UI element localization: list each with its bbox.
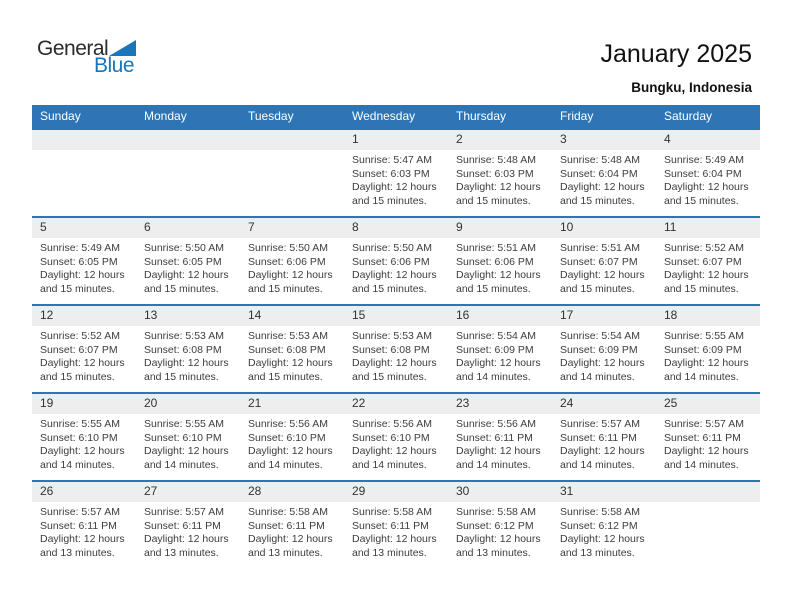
day-sunrise-text: Sunrise: 5:53 AM: [352, 330, 432, 342]
calendar-week-row: [32, 129, 760, 217]
calendar-day-cell: [656, 129, 760, 217]
day-sunset-text: Sunset: 6:03 PM: [456, 167, 534, 180]
day-cell-body: [552, 502, 656, 560]
day-sunrise-text: Sunrise: 5:50 AM: [144, 242, 224, 254]
day-number-band: [136, 394, 240, 414]
day-cell-body: [240, 414, 344, 472]
day-daylight1-text: Daylight: 12 hours: [352, 181, 437, 193]
day-sunrise-text: Sunrise: 5:51 AM: [560, 242, 640, 254]
day-cell-body: [136, 326, 240, 384]
day-sunrise-text: Sunrise: 5:58 AM: [248, 506, 328, 518]
title-block: [600, 40, 752, 95]
day-number-band: [240, 482, 344, 502]
calendar-day-cell: [344, 129, 448, 217]
day-daylight1-text: Daylight: 12 hours: [248, 357, 333, 369]
day-daylight1-text: Daylight: 12 hours: [560, 533, 645, 545]
day-sunset-text: Sunset: 6:07 PM: [664, 255, 742, 268]
day-number: 17: [560, 308, 574, 322]
day-daylight1-text: Daylight: 12 hours: [248, 269, 333, 281]
day-sunrise-text: Sunrise: 5:55 AM: [144, 418, 224, 430]
day-sunrise-text: Sunrise: 5:47 AM: [352, 154, 432, 166]
day-sunrise-text: Sunrise: 5:53 AM: [144, 330, 224, 342]
calendar-day-cell: [136, 393, 240, 481]
day-sunset-text: Sunset: 6:10 PM: [352, 431, 430, 444]
day-daylight2-text: and 15 minutes.: [456, 194, 531, 207]
day-daylight1-text: Daylight: 12 hours: [144, 533, 229, 545]
day-number-band: [344, 482, 448, 502]
day-sunset-text: Sunset: 6:07 PM: [40, 343, 118, 356]
day-daylight1-text: Daylight: 12 hours: [40, 533, 125, 545]
day-daylight2-text: and 15 minutes.: [352, 370, 427, 383]
day-daylight1-text: Daylight: 12 hours: [456, 533, 541, 545]
day-number: 24: [560, 396, 574, 410]
day-number: 12: [40, 308, 54, 322]
day-sunset-text: Sunset: 6:12 PM: [560, 519, 638, 532]
day-cell-body: [552, 238, 656, 296]
weekday-header-saturday: Saturday: [656, 105, 760, 129]
day-sunset-text: Sunset: 6:11 PM: [456, 431, 533, 444]
day-number: 9: [456, 220, 463, 234]
day-number-band: [344, 130, 448, 150]
day-number-band: [32, 130, 136, 150]
calendar-empty-cell: [240, 129, 344, 217]
day-number-band: [552, 218, 656, 238]
day-number-band: [240, 394, 344, 414]
calendar-day-cell: [552, 217, 656, 305]
day-daylight2-text: and 15 minutes.: [664, 282, 739, 295]
day-number-band: [552, 394, 656, 414]
day-number: 30: [456, 484, 470, 498]
day-daylight1-text: Daylight: 12 hours: [664, 269, 749, 281]
day-daylight1-text: Daylight: 12 hours: [560, 357, 645, 369]
day-number-band: [240, 130, 344, 150]
calendar-day-cell: [136, 481, 240, 569]
calendar-week-row: [32, 217, 760, 305]
day-sunrise-text: Sunrise: 5:58 AM: [560, 506, 640, 518]
calendar-day-cell: [344, 217, 448, 305]
day-sunrise-text: Sunrise: 5:52 AM: [40, 330, 120, 342]
day-number-band: [552, 306, 656, 326]
day-sunset-text: Sunset: 6:08 PM: [248, 343, 326, 356]
day-daylight1-text: Daylight: 12 hours: [40, 445, 125, 457]
day-cell-body: [32, 326, 136, 384]
day-daylight1-text: Daylight: 12 hours: [456, 269, 541, 281]
day-number-band: [344, 218, 448, 238]
calendar-week-row: [32, 393, 760, 481]
day-number-band: [552, 482, 656, 502]
day-cell-body: [344, 326, 448, 384]
day-daylight2-text: and 14 minutes.: [560, 458, 635, 471]
weekday-header-thursday: Thursday: [448, 105, 552, 129]
day-daylight2-text: and 13 minutes.: [352, 546, 427, 559]
day-cell-body: [448, 502, 552, 560]
weekday-header-friday: Friday: [552, 105, 656, 129]
day-number-band: [32, 218, 136, 238]
day-number: 3: [560, 132, 567, 146]
day-number: 25: [664, 396, 678, 410]
day-sunset-text: Sunset: 6:10 PM: [40, 431, 118, 444]
day-sunrise-text: Sunrise: 5:58 AM: [456, 506, 536, 518]
day-number: 10: [560, 220, 574, 234]
day-number-band: [32, 394, 136, 414]
day-number: 5: [40, 220, 47, 234]
day-cell-body: [240, 238, 344, 296]
day-number-band: [656, 394, 760, 414]
day-sunset-text: Sunset: 6:05 PM: [40, 255, 118, 268]
day-daylight2-text: and 15 minutes.: [560, 282, 635, 295]
day-number: 31: [560, 484, 574, 498]
day-cell-body: [656, 414, 760, 472]
calendar-day-cell: [448, 217, 552, 305]
day-sunset-text: Sunset: 6:09 PM: [560, 343, 638, 356]
day-daylight1-text: Daylight: 12 hours: [456, 181, 541, 193]
calendar-day-cell: [32, 393, 136, 481]
day-daylight1-text: Daylight: 12 hours: [352, 269, 437, 281]
calendar-day-cell: [240, 305, 344, 393]
month-title: January 2025: [600, 40, 752, 68]
calendar-day-cell: [240, 393, 344, 481]
calendar-day-cell: [656, 393, 760, 481]
weekday-header-wednesday: Wednesday: [344, 105, 448, 129]
day-sunset-text: Sunset: 6:06 PM: [352, 255, 430, 268]
day-number-band: [656, 306, 760, 326]
day-daylight1-text: Daylight: 12 hours: [352, 445, 437, 457]
calendar-empty-cell: [136, 129, 240, 217]
day-sunrise-text: Sunrise: 5:48 AM: [456, 154, 536, 166]
day-daylight2-text: and 15 minutes.: [40, 370, 115, 383]
calendar-day-cell: [136, 217, 240, 305]
weekday-header-monday: Monday: [136, 105, 240, 129]
day-cell-body: [656, 238, 760, 296]
day-daylight1-text: Daylight: 12 hours: [560, 269, 645, 281]
day-number: 21: [248, 396, 262, 410]
day-number: 6: [144, 220, 151, 234]
calendar-day-cell: [448, 393, 552, 481]
day-daylight2-text: and 14 minutes.: [664, 370, 739, 383]
day-sunrise-text: Sunrise: 5:50 AM: [248, 242, 328, 254]
day-daylight2-text: and 15 minutes.: [248, 282, 323, 295]
calendar-day-cell: [552, 129, 656, 217]
day-daylight1-text: Daylight: 12 hours: [664, 181, 749, 193]
day-sunset-text: Sunset: 6:05 PM: [144, 255, 222, 268]
day-daylight2-text: and 15 minutes.: [352, 194, 427, 207]
day-number: 29: [352, 484, 366, 498]
day-daylight2-text: and 15 minutes.: [352, 282, 427, 295]
day-sunrise-text: Sunrise: 5:48 AM: [560, 154, 640, 166]
calendar-day-cell: [552, 305, 656, 393]
day-daylight2-text: and 15 minutes.: [248, 370, 323, 383]
calendar-day-cell: [344, 305, 448, 393]
day-cell-body: [240, 326, 344, 384]
calendar-day-cell: [448, 481, 552, 569]
day-number-band: [136, 306, 240, 326]
day-number-band: [32, 482, 136, 502]
day-number: 27: [144, 484, 158, 498]
day-daylight2-text: and 13 minutes.: [456, 546, 531, 559]
day-number: 19: [40, 396, 54, 410]
day-number-band: [448, 218, 552, 238]
day-daylight2-text: and 15 minutes.: [144, 282, 219, 295]
day-daylight2-text: and 15 minutes.: [144, 370, 219, 383]
day-sunrise-text: Sunrise: 5:56 AM: [456, 418, 536, 430]
day-daylight2-text: and 15 minutes.: [664, 194, 739, 207]
calendar-day-cell: [344, 481, 448, 569]
day-sunrise-text: Sunrise: 5:52 AM: [664, 242, 744, 254]
day-number-band: [448, 130, 552, 150]
day-sunset-text: Sunset: 6:11 PM: [40, 519, 117, 532]
day-daylight1-text: Daylight: 12 hours: [40, 269, 125, 281]
day-cell-body: [448, 238, 552, 296]
day-number-band: [656, 130, 760, 150]
calendar-day-cell: [32, 305, 136, 393]
day-sunrise-text: Sunrise: 5:54 AM: [560, 330, 640, 342]
calendar-day-cell: [344, 393, 448, 481]
day-sunset-text: Sunset: 6:10 PM: [248, 431, 326, 444]
day-sunrise-text: Sunrise: 5:55 AM: [40, 418, 120, 430]
day-cell-body: [136, 414, 240, 472]
calendar-day-cell: [32, 481, 136, 569]
location-subtitle: Bungku, Indonesia: [631, 80, 752, 95]
day-sunset-text: Sunset: 6:12 PM: [456, 519, 534, 532]
day-number-band: [448, 394, 552, 414]
day-cell-body: [344, 414, 448, 472]
day-number-band: [656, 482, 760, 502]
calendar-day-cell: [136, 305, 240, 393]
day-sunrise-text: Sunrise: 5:57 AM: [560, 418, 640, 430]
day-daylight1-text: Daylight: 12 hours: [560, 181, 645, 193]
day-daylight2-text: and 13 minutes.: [40, 546, 115, 559]
day-sunset-text: Sunset: 6:06 PM: [248, 255, 326, 268]
calendar-day-cell: [656, 305, 760, 393]
day-number: 11: [664, 220, 677, 234]
day-cell-body: [552, 326, 656, 384]
calendar-day-cell: [240, 217, 344, 305]
logo-text-general: General: [37, 37, 109, 60]
calendar-table: [32, 105, 760, 569]
day-daylight2-text: and 14 minutes.: [560, 370, 635, 383]
day-cell-body: [136, 502, 240, 560]
calendar-day-cell: [448, 305, 552, 393]
day-daylight1-text: Daylight: 12 hours: [144, 445, 229, 457]
day-daylight2-text: and 14 minutes.: [456, 370, 531, 383]
day-number: 22: [352, 396, 366, 410]
day-daylight2-text: and 14 minutes.: [456, 458, 531, 471]
calendar-day-cell: [552, 481, 656, 569]
day-sunset-text: Sunset: 6:03 PM: [352, 167, 430, 180]
day-cell-body: [552, 414, 656, 472]
calendar-week-row: [32, 305, 760, 393]
day-sunrise-text: Sunrise: 5:50 AM: [352, 242, 432, 254]
day-number-band: [448, 482, 552, 502]
day-daylight1-text: Daylight: 12 hours: [456, 445, 541, 457]
day-cell-body: [32, 414, 136, 472]
day-number-band: [344, 394, 448, 414]
day-daylight2-text: and 13 minutes.: [144, 546, 219, 559]
day-number: 26: [40, 484, 54, 498]
day-number: 13: [144, 308, 158, 322]
day-daylight2-text: and 14 minutes.: [664, 458, 739, 471]
day-sunset-text: Sunset: 6:11 PM: [560, 431, 637, 444]
day-sunrise-text: Sunrise: 5:56 AM: [352, 418, 432, 430]
day-number-band: [344, 306, 448, 326]
day-daylight1-text: Daylight: 12 hours: [40, 357, 125, 369]
calendar-week-row: [32, 481, 760, 569]
day-cell-body: [448, 326, 552, 384]
day-sunset-text: Sunset: 6:10 PM: [144, 431, 222, 444]
day-number: 8: [352, 220, 359, 234]
calendar-day-cell: [448, 129, 552, 217]
logo-text-blue: Blue: [94, 54, 135, 77]
day-sunrise-text: Sunrise: 5:56 AM: [248, 418, 328, 430]
day-daylight2-text: and 14 minutes.: [352, 458, 427, 471]
day-number: 15: [352, 308, 366, 322]
day-cell-body: [552, 150, 656, 208]
day-sunset-text: Sunset: 6:09 PM: [664, 343, 742, 356]
day-number: 2: [456, 132, 463, 146]
day-daylight1-text: Daylight: 12 hours: [456, 357, 541, 369]
day-sunset-text: Sunset: 6:08 PM: [352, 343, 430, 356]
day-sunrise-text: Sunrise: 5:54 AM: [456, 330, 536, 342]
day-number-band: [240, 218, 344, 238]
calendar-day-cell: [656, 217, 760, 305]
day-number: 28: [248, 484, 262, 498]
day-number: 1: [352, 132, 359, 146]
day-sunrise-text: Sunrise: 5:51 AM: [456, 242, 536, 254]
day-sunrise-text: Sunrise: 5:49 AM: [664, 154, 744, 166]
day-sunrise-text: Sunrise: 5:53 AM: [248, 330, 328, 342]
day-daylight1-text: Daylight: 12 hours: [144, 269, 229, 281]
day-cell-body: [656, 326, 760, 384]
day-cell-body: [448, 414, 552, 472]
day-number: 20: [144, 396, 158, 410]
day-daylight2-text: and 14 minutes.: [40, 458, 115, 471]
day-daylight2-text: and 15 minutes.: [456, 282, 531, 295]
day-cell-body: [240, 502, 344, 560]
day-sunset-text: Sunset: 6:11 PM: [248, 519, 325, 532]
day-daylight1-text: Daylight: 12 hours: [664, 357, 749, 369]
day-cell-body: [136, 238, 240, 296]
day-daylight2-text: and 15 minutes.: [560, 194, 635, 207]
day-sunset-text: Sunset: 6:11 PM: [352, 519, 429, 532]
day-sunrise-text: Sunrise: 5:58 AM: [352, 506, 432, 518]
day-sunset-text: Sunset: 6:11 PM: [144, 519, 221, 532]
day-cell-body: [448, 150, 552, 208]
calendar-day-cell: [552, 393, 656, 481]
day-daylight2-text: and 13 minutes.: [248, 546, 323, 559]
day-cell-body: [344, 238, 448, 296]
day-cell-body: [656, 150, 760, 208]
day-sunset-text: Sunset: 6:11 PM: [664, 431, 741, 444]
day-number: 23: [456, 396, 470, 410]
weekday-header-tuesday: Tuesday: [240, 105, 344, 129]
day-number: 7: [248, 220, 255, 234]
day-sunset-text: Sunset: 6:09 PM: [456, 343, 534, 356]
day-number-band: [136, 218, 240, 238]
day-daylight2-text: and 14 minutes.: [248, 458, 323, 471]
general-blue-logo: [37, 38, 136, 76]
calendar-empty-cell: [656, 481, 760, 569]
day-sunset-text: Sunset: 6:04 PM: [664, 167, 742, 180]
day-number-band: [552, 130, 656, 150]
day-sunrise-text: Sunrise: 5:49 AM: [40, 242, 120, 254]
day-number-band: [136, 130, 240, 150]
day-daylight2-text: and 14 minutes.: [144, 458, 219, 471]
day-sunset-text: Sunset: 6:06 PM: [456, 255, 534, 268]
day-sunset-text: Sunset: 6:08 PM: [144, 343, 222, 356]
day-daylight1-text: Daylight: 12 hours: [352, 533, 437, 545]
day-cell-body: [32, 502, 136, 560]
day-sunset-text: Sunset: 6:04 PM: [560, 167, 638, 180]
day-daylight2-text: and 13 minutes.: [560, 546, 635, 559]
day-sunset-text: Sunset: 6:07 PM: [560, 255, 638, 268]
day-number-band: [656, 218, 760, 238]
day-number-band: [240, 306, 344, 326]
day-number: 18: [664, 308, 678, 322]
day-sunrise-text: Sunrise: 5:57 AM: [40, 506, 120, 518]
day-sunrise-text: Sunrise: 5:57 AM: [664, 418, 744, 430]
day-number: 14: [248, 308, 262, 322]
day-cell-body: [344, 150, 448, 208]
day-daylight1-text: Daylight: 12 hours: [560, 445, 645, 457]
weekday-header-row: [32, 105, 760, 129]
day-sunrise-text: Sunrise: 5:57 AM: [144, 506, 224, 518]
day-number: 4: [664, 132, 671, 146]
day-number-band: [32, 306, 136, 326]
day-daylight1-text: Daylight: 12 hours: [664, 445, 749, 457]
day-cell-body: [32, 238, 136, 296]
day-number-band: [448, 306, 552, 326]
day-number-band: [136, 482, 240, 502]
calendar-day-cell: [240, 481, 344, 569]
day-daylight1-text: Daylight: 12 hours: [352, 357, 437, 369]
day-daylight2-text: and 15 minutes.: [40, 282, 115, 295]
day-daylight1-text: Daylight: 12 hours: [248, 445, 333, 457]
calendar-empty-cell: [32, 129, 136, 217]
weekday-header-sunday: Sunday: [32, 105, 136, 129]
day-daylight1-text: Daylight: 12 hours: [248, 533, 333, 545]
day-daylight1-text: Daylight: 12 hours: [144, 357, 229, 369]
calendar-body: [32, 129, 760, 569]
day-number: 16: [456, 308, 470, 322]
calendar-day-cell: [32, 217, 136, 305]
day-cell-body: [344, 502, 448, 560]
day-sunrise-text: Sunrise: 5:55 AM: [664, 330, 744, 342]
